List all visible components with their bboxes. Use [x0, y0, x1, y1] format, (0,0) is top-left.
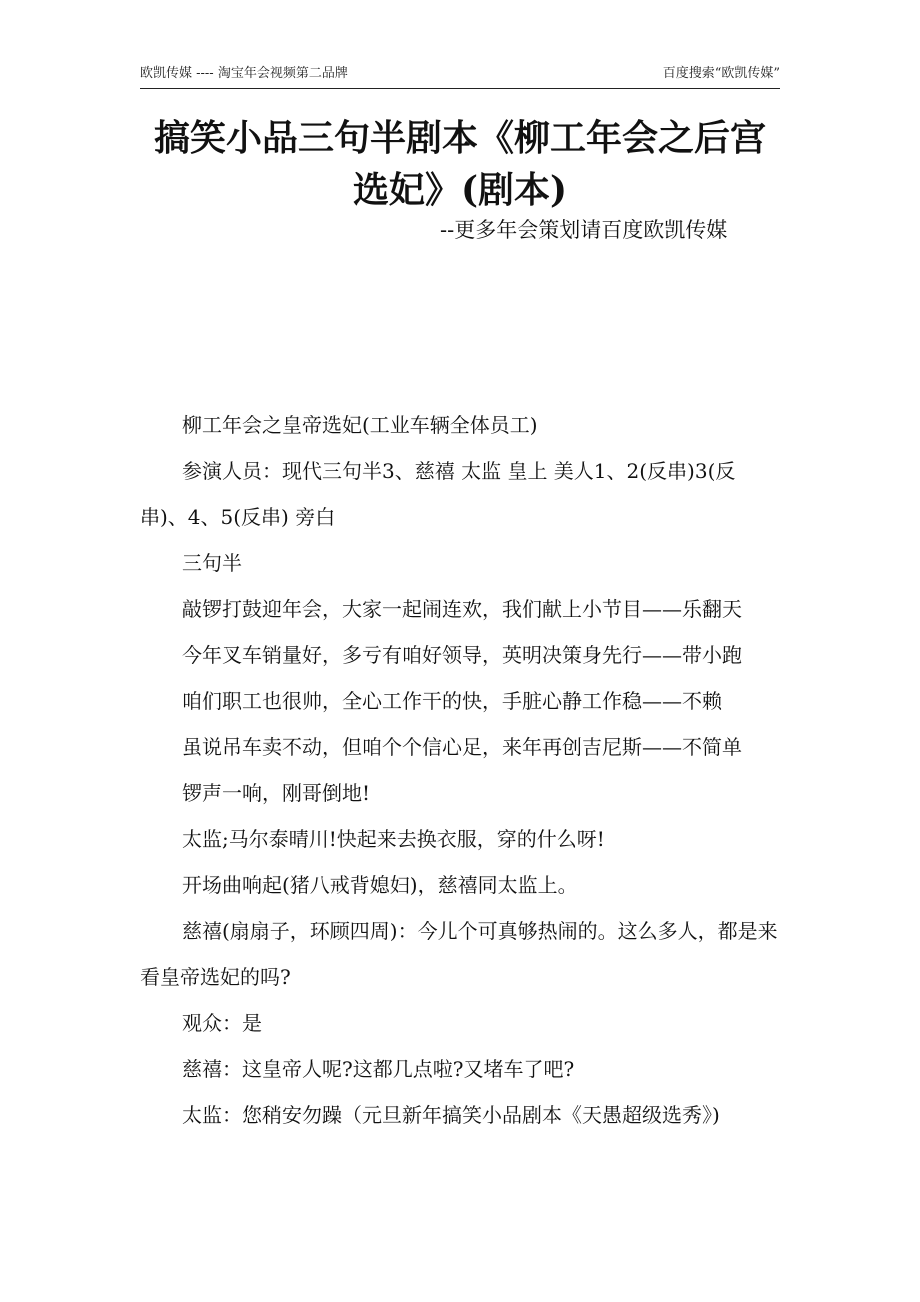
paragraph: 柳工年会之皇帝选妃(工业车辆全体员工): [182, 413, 538, 437]
paragraph: 慈禧：这皇帝人呢?这都几点啦?又堵车了吧?: [182, 1057, 575, 1081]
paragraph: 观众：是: [182, 1011, 262, 1035]
document-title: [140, 112, 780, 216]
title-line-1: 搞笑小品三句半剧本《柳工年会之后宫: [153, 117, 766, 159]
paragraph: 咱们职工也很帅，全心工作干的快，手脏心静工作稳——不赖: [182, 689, 722, 713]
page-header: [140, 62, 780, 89]
document-subtitle: --更多年会策划请百度欧凯传媒: [440, 218, 728, 242]
header-right-text: 百度搜索“欧凯传媒”: [662, 66, 780, 81]
paragraph: 太监;马尔泰晴川!快起来去换衣服，穿的什么呀!: [182, 827, 605, 851]
paragraph: 开场曲响起(猪八戒背媳妇)，慈禧同太监上。: [182, 873, 578, 897]
document-body: [140, 402, 780, 1138]
paragraph: 虽说吊车卖不动，但咱个个信心足，来年再创吉尼斯——不简单: [182, 735, 742, 759]
header-left-text: 欧凯传媒 ---- 淘宝年会视频第二品牌: [140, 66, 348, 81]
paragraph: 慈禧(扇扇子，环顾四周)：今儿个可真够热闹的。这么多人，都是来看皇帝选妃的吗?: [140, 919, 778, 989]
paragraph: 参演人员：现代三句半3、慈禧 太监 皇上 美人1、2(反串)3(反串)、4、5(反串) 旁白: [140, 459, 736, 529]
paragraph: 锣声一响，刚哥倒地!: [182, 781, 371, 805]
title-line-2: 选妃》(剧本): [352, 169, 568, 211]
paragraph: 三句半: [182, 551, 242, 575]
paragraph: 太监：您稍安勿躁（元旦新年搞笑小品剧本《天愚超级选秀》): [182, 1103, 720, 1127]
paragraph: 今年叉车销量好，多亏有咱好领导，英明决策身先行——带小跑: [182, 643, 742, 667]
paragraph: 敲锣打鼓迎年会，大家一起闹连欢，我们献上小节目——乐翻天: [182, 597, 742, 621]
